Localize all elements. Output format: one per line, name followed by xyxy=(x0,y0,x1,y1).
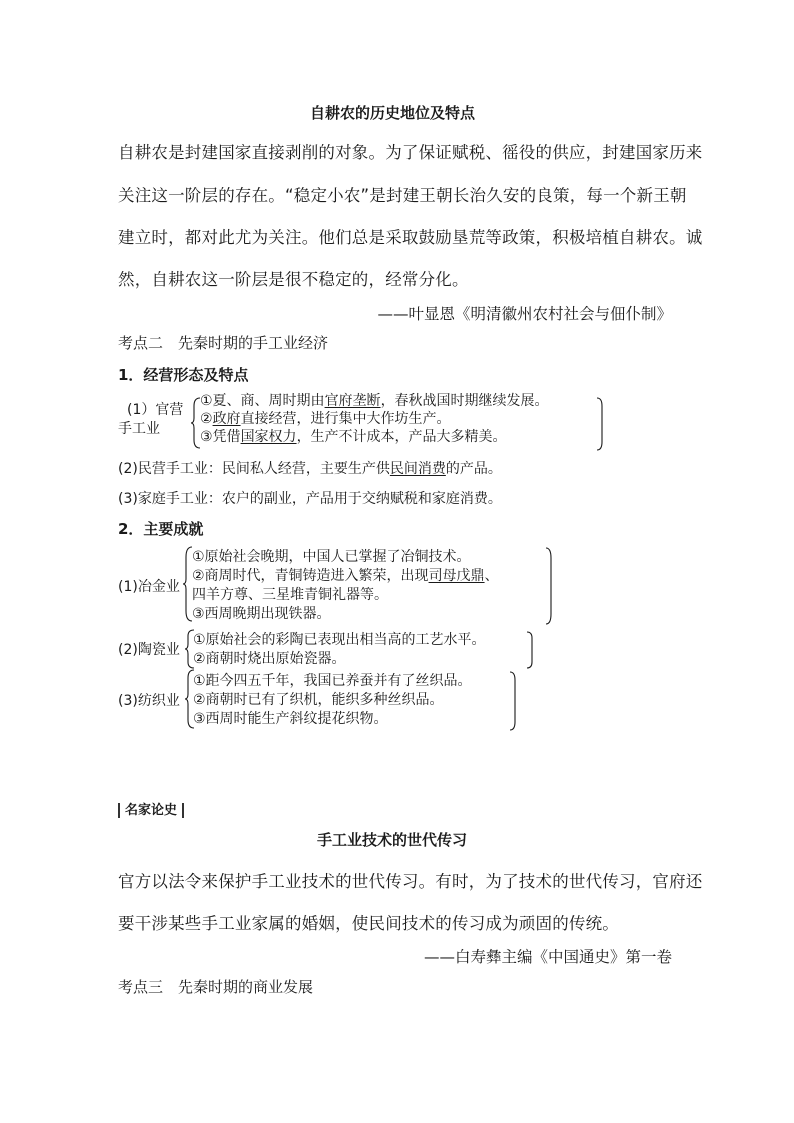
list-item: (3)家庭手工业：农户的副业，产品用于交纳赋税和家庭消费。 xyxy=(118,491,502,507)
list-item: ②商周时代，青铜铸造进入繁荣，出现司母戊鼎、 xyxy=(192,568,499,584)
category-label: (3)纺织业 xyxy=(118,693,180,709)
section-heading: 考点二 先秦时期的手工业经济 xyxy=(118,334,329,352)
category-label: (1)冶金业 xyxy=(118,579,180,595)
list-item: ①夏、商、周时期由官府垄断，春秋战国时期继续发展。 xyxy=(200,393,549,409)
right-brace xyxy=(597,398,605,450)
list-item: ①原始社会的彩陶已表现出相当高的工艺水平。 xyxy=(193,632,486,648)
list-item: ③凭借国家权力，生产不计成本，产品大多精美。 xyxy=(200,429,507,445)
paragraph-line: 然，自耕农这一阶层是很不稳定的，经常分化。 xyxy=(118,270,469,289)
section-title: 自耕农的历史地位及特点 xyxy=(310,104,476,122)
paragraph-line: 官方以法令来保护手工业技术的世代传习。有时，为了技术的世代传习，官府还 xyxy=(118,872,703,891)
category-label: 手工业 xyxy=(118,421,160,437)
subheading: 2．主要成就 xyxy=(118,520,204,538)
section-tag: 名家论史 xyxy=(118,803,184,818)
category-label: (1）官营 xyxy=(127,402,184,418)
list-item: ②商朝时烧出原始瓷器。 xyxy=(193,651,346,667)
right-brace xyxy=(546,548,554,624)
subheading: 1．经营形态及特点 xyxy=(118,366,249,384)
paragraph-line: 自耕农是封建国家直接剥削的对象。为了保证赋税、徭役的供应，封建国家历来 xyxy=(118,143,703,162)
quote-source: ——白寿彝主编《中国通史》第一卷 xyxy=(423,948,672,966)
paragraph-line: 关注这一阶层的存在。“稳定小农”是封建王朝长治久安的良策，每一个新王朝 xyxy=(118,186,687,205)
list-item: ①距今四五千年，我国已养蚕并有了丝织品。 xyxy=(193,673,472,689)
list-item: ①原始社会晚期，中国人已掌握了冶铜技术。 xyxy=(192,549,471,565)
category-label: (2)陶瓷业 xyxy=(118,642,180,658)
section-heading: 考点三 先秦时期的商业发展 xyxy=(118,978,314,996)
right-brace xyxy=(527,632,535,668)
list-item: 四羊方尊、三星堆青铜礼器等。 xyxy=(192,587,388,603)
list-item: ③西周晚期出现铁器。 xyxy=(192,606,331,622)
list-item: (2)民营手工业：民间私人经营，主要生产供民间消费的产品。 xyxy=(118,461,502,477)
list-item: ②政府直接经营，进行集中大作坊生产。 xyxy=(200,411,451,427)
paragraph-line: 要干涉某些手工业家属的婚姻，使民间技术的传习成为顽固的传统。 xyxy=(118,914,619,933)
paragraph-line: 建立时，都对此尤为关注。他们总是采取鼓励垦荒等政策，积极培植自耕农。诚 xyxy=(118,228,703,247)
list-item: ③西周时能生产斜纹提花织物。 xyxy=(193,711,388,727)
quote-source: ——叶显恩《明清徽州农村社会与佃仆制》 xyxy=(377,305,672,323)
right-brace xyxy=(510,672,518,730)
section-title: 手工业技术的世代传习 xyxy=(317,831,468,849)
list-item: ②商朝时已有了织机，能织多种丝织品。 xyxy=(193,692,444,708)
